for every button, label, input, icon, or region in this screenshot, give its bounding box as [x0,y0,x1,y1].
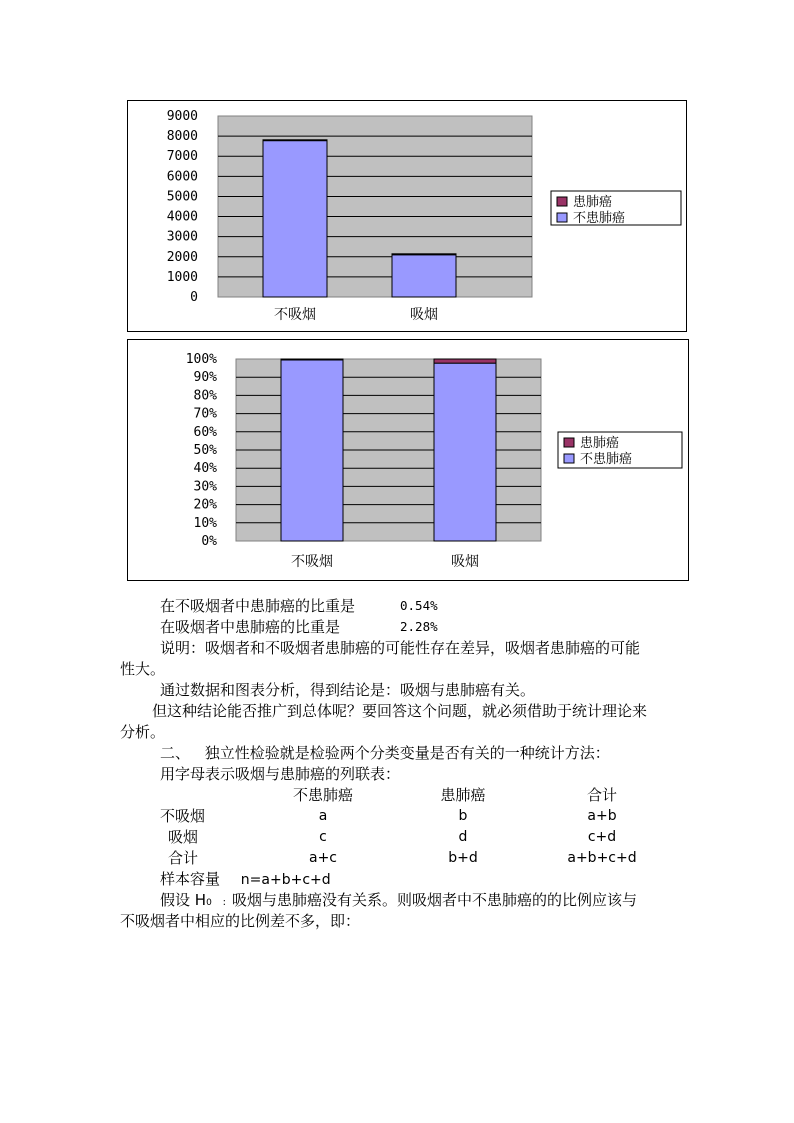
y-tick-label: 70% [193,406,217,422]
p3-line2: 性大。 [120,660,166,678]
table-cell-a-plus-c: a+c [308,850,338,866]
table-row-label-smoker: 吸烟 [168,828,199,846]
table-cell-a-plus-b: a+b [587,808,617,824]
y-tick-label: 100% [185,352,217,367]
table-cell-grand-total: a+b+c+d [567,850,637,866]
hypothesis-prefix: 假设 H [160,891,207,909]
legend-swatch-no-cancer [564,454,574,463]
percent-chart-svg [128,340,688,580]
y-tick-label: 60% [193,424,217,440]
category-label: 吸烟 [410,307,438,323]
bar-cancer [263,140,327,141]
y-tick-label: 10% [193,515,217,531]
percent-chart [127,339,689,581]
table-header-total: 合计 [586,786,618,804]
y-tick-label: 90% [193,370,217,386]
category-label: 吸烟 [451,554,479,570]
y-tick-label: 5000 [166,189,198,205]
p5-line1: 但这种结论能否推广到总体呢？要回答这个问题，就必须借助于统计理论来 [152,702,648,720]
p4-line: 通过数据和图表分析，得到结论是：吸烟与患肺癌有关。 [160,681,536,699]
p1-label: 在不吸烟者中患肺癌的比重是 [160,597,356,615]
y-tick-label: 3000 [166,229,198,245]
bar-cancer [434,359,496,363]
y-tick-label: 50% [193,443,217,458]
y-tick-label: 30% [193,479,217,495]
legend-label-cancer: 患肺癌 [580,436,620,451]
p2-value: 2.28% [400,619,438,634]
p7-line: 用字母表示吸烟与患肺癌的列联表： [160,765,401,783]
y-tick-label: 80% [193,388,217,404]
p2-line [160,617,340,637]
p5-line2: 分析。 [120,723,166,741]
legend-swatch-cancer [557,197,567,206]
count-chart-svg [128,101,686,331]
bar-no-cancer [263,141,327,297]
bar-no-cancer [392,255,456,297]
p6-line [160,743,610,763]
table-row-label-nonsmoker: 不吸烟 [160,807,206,825]
y-tick-label: 6000 [166,169,198,185]
category-label: 不吸烟 [274,307,316,323]
hypothesis-text: 吸烟与患肺癌没有关系。则吸烟者中不患肺癌的的比例应该与 [231,891,637,909]
y-tick-label: 8000 [166,129,198,145]
y-tick-label: 40% [193,461,217,477]
table-row-label-total: 合计 [168,849,199,867]
legend-swatch-cancer [564,438,574,447]
section-text: 独立性检验就是检验两个分类变量是否有关的一种统计方法： [204,744,610,762]
hypothesis-colon: : [222,897,226,908]
bar-no-cancer [281,360,343,541]
table-cell-a: a [318,808,328,824]
table-cell-d: d [458,829,468,845]
count-chart [127,100,687,332]
p2-label: 在吸烟者中患肺癌的比重是 [160,618,341,636]
sample-size-line [160,869,331,890]
section-number: 二、 [160,744,191,762]
table-cell-c-plus-d: c+d [587,829,617,845]
y-tick-label: 4000 [166,209,198,225]
table-header-no-cancer: 不患肺癌 [292,786,354,804]
hypothesis-subscript: 0 [206,898,212,908]
table-cell-c: c [319,829,327,845]
y-tick-label: 1000 [166,269,198,285]
p1-value: 0.54% [400,598,438,613]
bar-cancer [392,254,456,255]
table-cell-b-plus-d: b+d [448,850,478,866]
legend-label-no-cancer: 不患肺癌 [580,452,633,467]
hypothesis-line2: 不吸烟者中相应的比例差不多，即： [120,912,361,930]
table-cell-b: b [458,808,468,824]
bar-no-cancer [434,363,496,541]
category-label: 不吸烟 [291,554,333,570]
y-tick-label: 0% [201,534,217,549]
table-header-cancer: 患肺癌 [440,786,486,804]
y-tick-label: 0 [190,290,198,305]
p3-line1: 说明：吸烟者和不吸烟者患肺癌的可能性存在差异，吸烟者患肺癌的可能 [160,639,641,657]
bar-cancer [281,359,343,360]
y-tick-label: 9000 [166,109,198,124]
y-tick-label: 7000 [166,149,198,165]
legend-label-cancer: 患肺癌 [573,195,613,210]
sample-size-label: 样本容量 [160,870,221,888]
y-tick-label: 20% [193,497,217,513]
legend-swatch-no-cancer [557,213,567,222]
y-tick-label: 2000 [166,249,198,265]
legend-label-no-cancer: 不患肺癌 [573,211,626,226]
sample-size-formula: n=a+b+c+d [240,872,331,888]
hypothesis-line [160,890,637,913]
p1-line [160,596,355,616]
